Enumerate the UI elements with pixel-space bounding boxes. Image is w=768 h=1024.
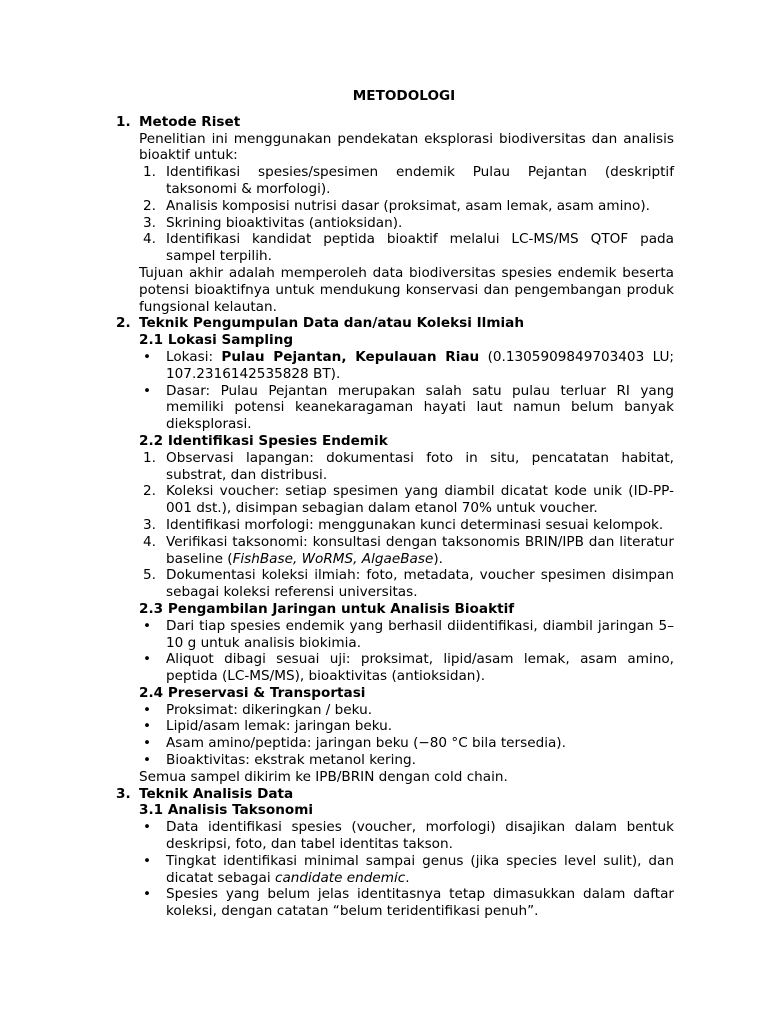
bullet-icon: • (143, 852, 152, 869)
bullet-icon: • (143, 382, 152, 399)
subsection-heading: 2.3 Pengambilan Jaringan untuk Analisis Bioaktif (139, 600, 515, 617)
paragraph-outro: Tujuan akhir adalah memperoleh data biodiversitas spesies endemik beserta potensi bioaktifnya untuk mendukung konservasi dan pengembangan produk fungsional kelautan. (139, 264, 674, 315)
subsection-heading: 2.1 Lokasi Sampling (139, 332, 294, 349)
paragraph-note: Semua sampel dikirim ke IPB/BRIN dengan cold chain. (139, 768, 508, 785)
list-item: • Bioaktivitas: ekstrak metanol kering. (143, 752, 416, 769)
list-item: • Dari tiap spesies endemik yang berhasil diidentifikasi, diambil jaringan 5–10 g untuk analisis biokimia. (143, 617, 674, 651)
list-item: • Asam amino/peptida: jaringan beku (−80 °C bila tersedia). (143, 735, 566, 752)
list-item: 4. Verifikasi taksonomi: konsultasi dengan taksonomis BRIN/IPB dan literatur baseline (FishBase, WoRMS, AlgaeBase). (143, 533, 674, 567)
list-item: • Spesies yang belum jelas identitasnya tetap dimasukkan dalam daftar koleksi, dengan catatan “belum teridentifikasi penuh”. (143, 886, 674, 920)
section-metode-riset (116, 114, 674, 316)
section-number: 3. (116, 785, 131, 802)
bullet-icon: • (143, 701, 152, 718)
list-item: 3. Skrining bioaktivitas (antioksidan). (143, 214, 403, 231)
list-item: • Tingkat identifikasi minimal sampai genus (jika species level sulit), dan dicatat sebagai candidate endemic. (143, 852, 674, 886)
section-number: 1. (116, 113, 131, 130)
bullet-icon: • (143, 752, 152, 769)
numbered-list (139, 450, 674, 601)
subsection-heading: 2.2 Identifikasi Spesies Endemik (139, 432, 388, 449)
list-item: • Data identifikasi spesies (voucher, morfologi) disajikan dalam bentuk deskripsi, foto, dan tabel identitas takson. (143, 819, 674, 853)
subsection-heading: 2.4 Preservasi & Transportasi (139, 684, 366, 701)
list-item: • Lokasi: Pulau Pejantan, Kepulauan Riau (0.1305909849703403 LU; 107.2316142535828 BT). (143, 348, 674, 382)
bullet-icon: • (143, 651, 152, 668)
section-analisis-data (116, 786, 674, 920)
bullet-list (139, 819, 674, 920)
page-title: METODOLOGI (352, 88, 456, 104)
bullet-icon: • (143, 617, 152, 634)
section-heading: Teknik Analisis Data (139, 785, 294, 802)
list-item: • Lipid/asam lemak: jaringan beku. (143, 718, 393, 735)
list-item: 1. Identifikasi spesies/spesimen endemik Pulau Pejantan (deskriptif taksonomi & morfologi). (143, 164, 674, 197)
list-item: 1. Observasi lapangan: dokumentasi foto in situ, pencatatan habitat, substrat, dan distribusi. (143, 449, 674, 483)
bullet-icon: • (143, 718, 152, 735)
list-item: • Proksimat: dikeringkan / beku. (143, 701, 373, 718)
list-item: • Aliquot dibagi sesuai uji: proksimat, lipid/asam lemak, asam amino, peptida (LC-MS/MS), bioaktivitas (antioksidan). (143, 651, 674, 685)
section-heading: Metode Riset (139, 113, 241, 130)
bullet-icon: • (143, 348, 152, 365)
bullet-icon: • (143, 735, 152, 752)
numbered-list (139, 164, 674, 265)
bullet-list (139, 702, 674, 769)
bullet-list (139, 618, 674, 685)
list-item: 2. Koleksi voucher: setiap spesimen yang diambil dicatat kode unik (ID-PP-001 dst.), disimpan sebagian dalam etanol 70% untuk voucher. (143, 483, 674, 517)
list-item: • Dasar: Pulau Pejantan merupakan salah satu pulau terluar RI yang memiliki potensi keanekaragaman hayati laut namun belum banyak dieksplorasi. (143, 382, 674, 433)
section-pengumpulan-data (116, 315, 674, 785)
section-number: 2. (116, 315, 131, 332)
section-heading: Teknik Pengumpulan Data dan/atau Koleksi Ilmiah (139, 315, 525, 332)
document-body (116, 88, 674, 920)
bullet-icon: • (143, 886, 152, 903)
list-item: 4. Identifikasi kandidat peptida bioaktif melalui LC-MS/MS QTOF pada sampel terpilih. (143, 231, 674, 265)
subsection-heading: 3.1 Analisis Taksonomi (139, 802, 314, 819)
list-item: 3. Identifikasi morfologi: menggunakan kunci determinasi sesuai kelompok. (143, 516, 664, 533)
bullet-icon: • (143, 819, 152, 836)
paragraph-intro: Penelitian ini menggunakan pendekatan eksplorasi biodiversitas dan analisis bioaktif untuk: (139, 130, 674, 164)
list-item: 5. Dokumentasi koleksi ilmiah: foto, metadata, voucher spesimen disimpan sebagai koleksi referensi universitas. (143, 567, 674, 601)
bullet-list (139, 349, 674, 433)
list-item: 2. Analisis komposisi nutrisi dasar (proksimat, asam lemak, asam amino). (143, 197, 650, 214)
